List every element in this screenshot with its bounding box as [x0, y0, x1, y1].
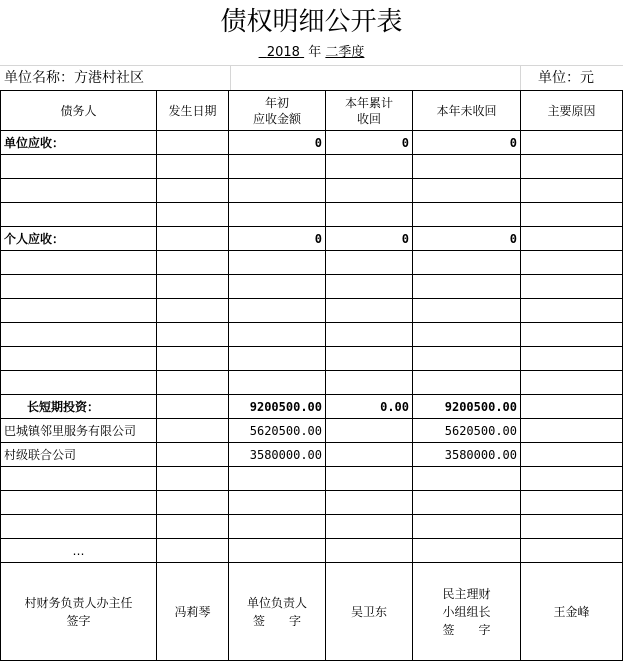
section-label: 长短期投资： [1, 395, 157, 419]
empty-row [1, 203, 623, 227]
begin-amount: 5620500.00 [229, 419, 326, 443]
section-row-unit [1, 131, 623, 155]
empty-row [1, 299, 623, 323]
ellipsis: … [1, 539, 157, 563]
empty-row [1, 371, 623, 395]
col-begin-amount: 年初 应收金额 [229, 91, 326, 131]
begin-amount: 9200500.00 [229, 395, 326, 419]
empty-row [1, 515, 623, 539]
unrecovered-amount: 5620500.00 [413, 419, 521, 443]
debtor-name: 村级联合公司 [1, 443, 157, 467]
empty-row [1, 347, 623, 371]
section-row-invest [1, 395, 623, 419]
empty-row [1, 155, 623, 179]
period-year-suffix: 年 [308, 45, 322, 60]
col-reason: 主要原因 [521, 91, 623, 131]
table-row [1, 443, 623, 467]
empty-row [1, 323, 623, 347]
signature-row [1, 563, 623, 661]
group-leader-signature-label: 民主理财 小组组长 签 字 [413, 563, 521, 661]
ellipsis-row [1, 539, 623, 563]
group-leader-signature-name: 王金峰 [521, 563, 623, 661]
header-row [1, 91, 623, 131]
section-label: 个人应收： [1, 227, 157, 251]
table-row [1, 419, 623, 443]
begin-amount: 0 [229, 227, 326, 251]
empty-row [1, 179, 623, 203]
unrecovered-amount: 9200500.00 [413, 395, 521, 419]
gridline [230, 65, 231, 90]
finance-signature-name: 冯莉琴 [157, 563, 229, 661]
unrecovered-amount: 0 [413, 131, 521, 155]
unit-head-signature-label: 单位负责人 签 字 [229, 563, 326, 661]
gridline [0, 65, 623, 66]
recovered-amount: 0 [326, 131, 413, 155]
page-title: 债权明细公开表 [220, 7, 403, 37]
recovered-amount: 0 [326, 227, 413, 251]
period-year: 2018 [266, 45, 300, 60]
empty-row [1, 251, 623, 275]
col-recovered: 本年累计 收回 [326, 91, 413, 131]
unit-head-signature-name: 吴卫东 [326, 563, 413, 661]
period-quarter: 二季度 [325, 45, 365, 60]
gridline [520, 65, 521, 90]
period-line [0, 40, 623, 65]
col-debtor: 债务人 [1, 91, 157, 131]
section-row-personal [1, 227, 623, 251]
empty-row [1, 275, 623, 299]
debt-table [0, 90, 623, 661]
empty-row [1, 467, 623, 491]
recovered-amount: 0.00 [326, 395, 413, 419]
empty-row [1, 491, 623, 515]
col-date: 发生日期 [157, 91, 229, 131]
unit-label: 单位：元 [538, 70, 594, 86]
section-label: 单位应收： [1, 131, 157, 155]
begin-amount: 0 [229, 131, 326, 155]
begin-amount: 3580000.00 [229, 443, 326, 467]
debtor-name: 巴城镇邻里服务有限公司 [1, 419, 157, 443]
unit-name: 单位名称：方港村社区 [4, 70, 144, 86]
col-unrecovered: 本年未收回 [413, 91, 521, 131]
unrecovered-amount: 0 [413, 227, 521, 251]
unrecovered-amount: 3580000.00 [413, 443, 521, 467]
finance-signature-label: 村财务负责人办主任 签字 [1, 563, 157, 661]
